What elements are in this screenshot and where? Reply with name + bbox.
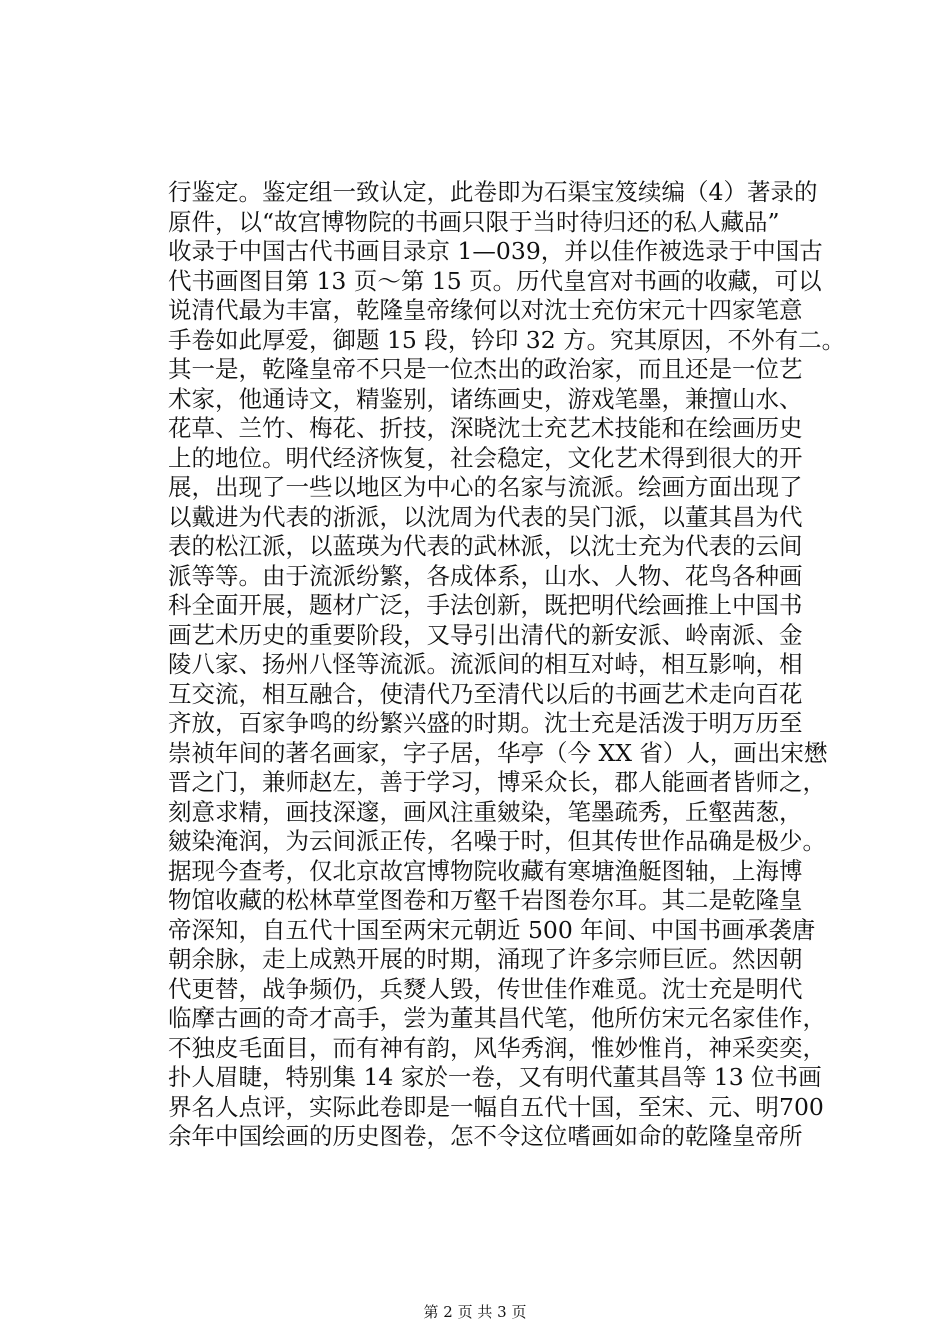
text-line: 据现今查考，仅北京故宫博物院收藏有寒塘渔艇图轴，上海博	[168, 856, 803, 885]
text-line: 行鉴定。鉴定组一致认定，此卷即为石渠宝笈续编（4）著录的	[168, 178, 818, 206]
text-line: 不独皮毛面目，而有神有韵，风华秀润，惟妙惟肖，神采奕奕，	[168, 1033, 826, 1062]
text-line: 收录于中国古代书画目录京 1—039，并以佳作被选录于中国古	[168, 237, 823, 265]
text-line: 帝深知，自五代十国至两宋元朝近 500 年间、中国书画承袭唐	[168, 915, 816, 944]
text-line: 代书画图目第 13 页～第 15 页。历代皇宫对书画的收藏，可以	[168, 266, 822, 295]
text-line: 派等等。由于流派纷繁，各成体系，山水、人物、花鸟各种画	[168, 561, 803, 590]
text-line: 物馆收藏的松林草堂图卷和万壑千岩图卷尔耳。其二是乾隆皇	[168, 886, 803, 914]
text-line: 崇祯年间的著名画家，字子居，华亭（今 XX 省）人，画出宋懋	[168, 738, 828, 767]
text-line: 其一是，乾隆皇帝不只是一位杰出的政治家，而且还是一位艺	[168, 355, 803, 383]
text-line: 刻意求精，画技深邃，画风注重皴染，笔墨疏秀，丘壑茜葱，	[168, 797, 803, 826]
page-number-footer: 第 2 页 共 3 页	[423, 1303, 527, 1321]
text-line: 代更替，战争频仍，兵燹人毁，传世佳作难觅。沈士充是明代	[168, 974, 803, 1003]
text-line: 花草、兰竹、梅花、折技，深晓沈士充艺术技能和在绘画历史	[168, 414, 803, 442]
text-line: 齐放，百家争鸣的纷繁兴盛的时期。沈士充是活泼于明万历至	[168, 709, 803, 737]
text-line: 术家，他通诗文，精鉴别，诸练画史，游戏笔墨，兼擅山水、	[168, 384, 803, 413]
text-line: 界名人点评，实际此卷即是一幅自五代十国，至宋、元、明700	[168, 1092, 824, 1121]
text-line: 互交流，相互融合，使清代乃至清代以后的书画艺术走向百花	[168, 679, 803, 708]
text-line: 画艺术历史的重要阶段，又导引出清代的新安派、岭南派、金	[168, 620, 803, 649]
text-line: 手卷如此厚爱，御题 15 段，钤印 32 方。究其原因，不外有二。	[168, 325, 846, 354]
text-line: 临摩古画的奇才高手，尝为董其昌代笔，他所仿宋元名家佳作，	[168, 1004, 826, 1032]
text-line: 展，出现了一些以地区为中心的名家与流派。绘画方面出现了	[168, 473, 803, 501]
text-line: 晋之门，兼师赵左，善于学习，博采众长，郡人能画者皆师之，	[168, 768, 826, 796]
text-line: 上的地位。明代经济恢复，社会稳定，文化艺术得到很大的开	[168, 443, 803, 472]
text-line: 说清代最为丰富，乾隆皇帝缘何以对沈士充仿宋元十四家笔意	[168, 296, 803, 324]
text-line: 陵八家、扬州八怪等流派。流派间的相互对峙，相互影响，相	[168, 650, 803, 678]
text-line: 扑人眉睫，特别集 14 家於一卷，又有明代董其昌等 13 位书画	[168, 1063, 822, 1091]
body-paragraph	[168, 178, 846, 1152]
text-line: 以戴进为代表的浙派，以沈周为代表的吴门派，以董其昌为代	[168, 502, 803, 531]
text-line: 表的松江派，以蓝瑛为代表的武林派，以沈士充为代表的云间	[168, 532, 803, 560]
text-line: 皴染淹润，为云间派正传，名噪于时，但其传世作品确是极少。	[168, 827, 826, 855]
text-line: 朝余脉，走上成熟开展的时期，涌现了许多宗师巨匠。然因朝	[168, 945, 803, 973]
text-line: 原件，以“故宫博物院的书画只限于当时待归还的私人藏品”	[168, 207, 780, 236]
text-line: 科全面开展，题材广泛，手法创新，既把明代绘画推上中国书	[168, 591, 803, 619]
text-line: 余年中国绘画的历史图卷，怎不令这位嗜画如命的乾隆皇帝所	[168, 1122, 803, 1150]
